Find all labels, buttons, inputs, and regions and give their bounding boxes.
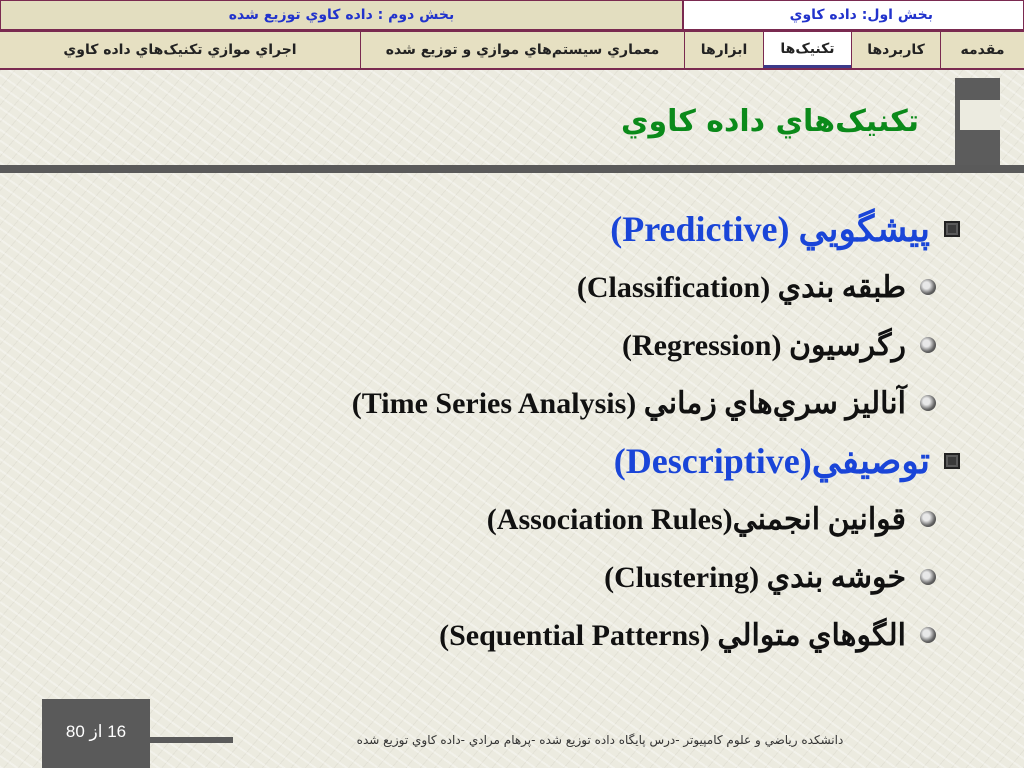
bullet-text: خوشه بندي (Clustering) <box>604 560 906 594</box>
footer-divider <box>150 737 233 743</box>
bullet-level2 <box>352 606 960 664</box>
decorative-gap <box>960 100 1000 130</box>
bullet-text: توصيفي(Descriptive) <box>613 441 930 481</box>
round-bullet-icon <box>920 627 936 643</box>
footer-text: دانشکده رياضي و علوم کامپيوتر -درس پايگاه داده توزيع شده -پرهام مرادي -داده کاوي توزيع شده <box>356 733 844 747</box>
round-bullet-icon <box>920 395 936 411</box>
page-number: 16 از 80 <box>65 722 127 741</box>
tab-techniques[interactable]: تکنيک‌ها <box>763 32 851 68</box>
bullet-level1 <box>352 200 960 258</box>
bullet-level2 <box>352 374 960 432</box>
bullet-text: الگوهاي متوالي (Sequential Patterns) <box>439 618 906 652</box>
tab-parallel-execution[interactable]: اجراي موازي تکنيک‌هاي داده کاوي <box>63 42 297 58</box>
bullet-text: قوانين انجمني(Association Rules) <box>486 502 906 536</box>
title-divider <box>0 165 1024 173</box>
slide-title: تکنيک‌هاي داده کاوي <box>620 104 919 139</box>
bullet-level2 <box>352 258 960 316</box>
tab-introduction[interactable]: مقدمه <box>940 32 1024 68</box>
square-bullet-icon <box>944 453 960 469</box>
top-nav <box>0 0 1024 30</box>
round-bullet-icon <box>920 569 936 585</box>
nav-part1-link[interactable]: بخش اول: داده کاوي <box>683 0 1024 30</box>
tab-architecture[interactable]: معماري سيستم‌هاي موازي و توزيع شده <box>360 32 684 68</box>
bullet-text: رگرسيون (Regression) <box>622 328 906 362</box>
square-bullet-icon <box>944 221 960 237</box>
nav-part2-link[interactable]: بخش دوم : داده کاوي توزيع شده <box>0 0 683 30</box>
bullet-list <box>352 200 960 664</box>
tab-applications[interactable]: کاربردها <box>851 32 940 68</box>
bullet-text: طبقه بندي (Classification) <box>576 270 906 304</box>
round-bullet-icon <box>920 337 936 353</box>
bullet-level2 <box>352 490 960 548</box>
round-bullet-icon <box>920 511 936 527</box>
bullet-text: پيشگويي (Predictive) <box>610 209 930 249</box>
bullet-level2 <box>352 548 960 606</box>
bullet-level1 <box>352 432 960 490</box>
round-bullet-icon <box>920 279 936 295</box>
section-tabs <box>0 30 1024 70</box>
tab-tools[interactable]: ابزارها <box>684 32 763 68</box>
bullet-text: آناليز سري‌هاي زماني (Time Series Analysis) <box>351 386 906 420</box>
bullet-level2 <box>352 316 960 374</box>
